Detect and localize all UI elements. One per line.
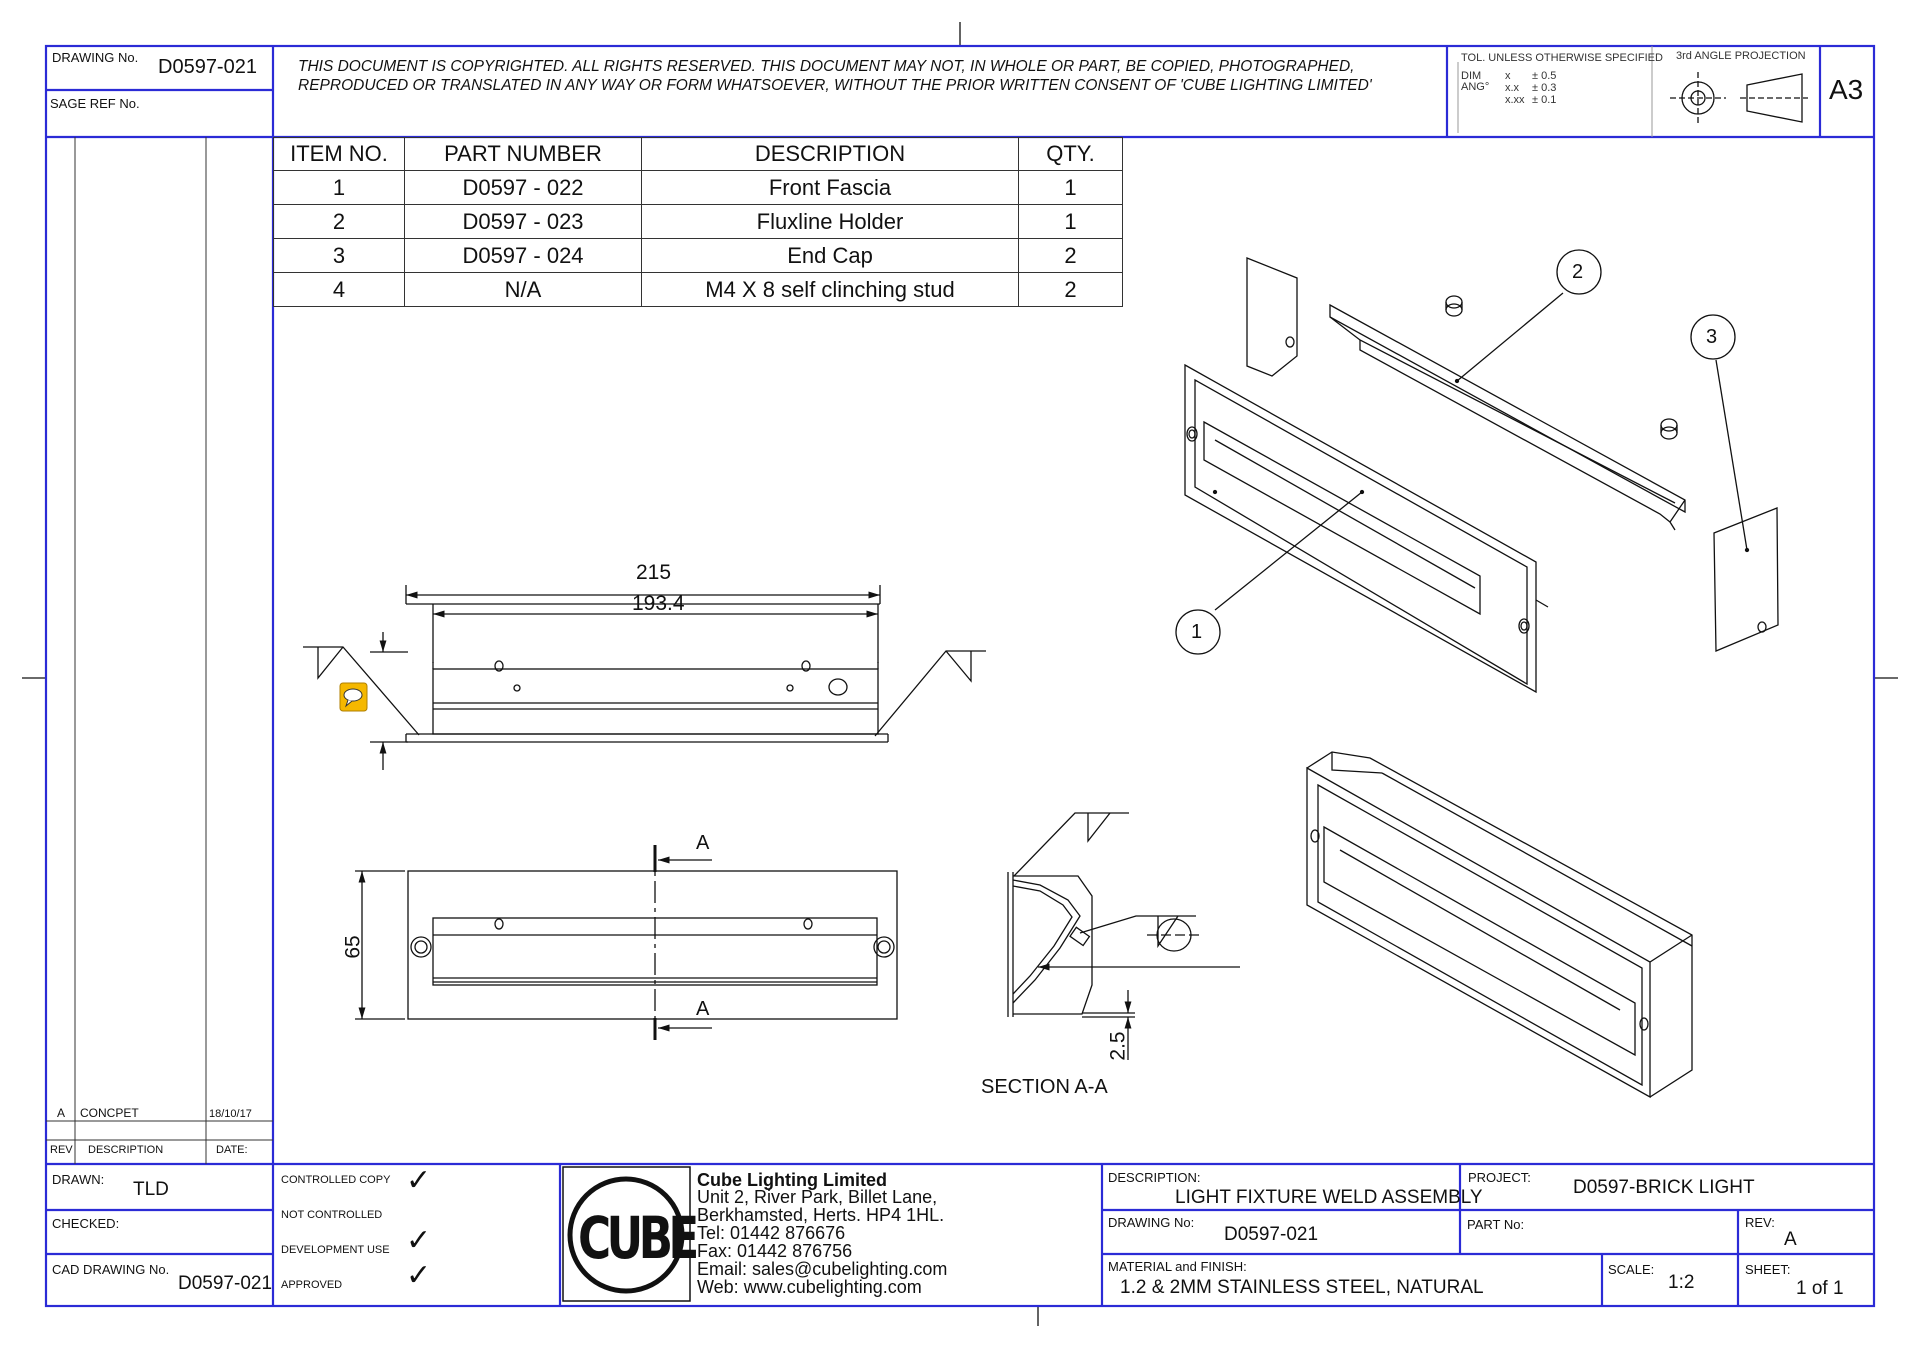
drawn-by: TLD xyxy=(133,1179,169,1200)
company-address-2: Berkhamsted, Herts. HP4 1HL. xyxy=(697,1205,945,1225)
company-name: Cube Lighting Limited xyxy=(697,1170,887,1190)
revision-letter: A xyxy=(57,1106,66,1120)
bom-row xyxy=(274,239,1123,273)
assembled-view xyxy=(1307,752,1692,1097)
drawing-no-footer-value: D0597-021 xyxy=(1224,1224,1319,1245)
tolerance-x-value: ± 0.5 xyxy=(1532,70,1557,82)
bom-cell: M4 X 8 self clinching stud xyxy=(642,273,1019,307)
bom-header-qty: QTY. xyxy=(1019,138,1123,171)
bom-header-description: DESCRIPTION xyxy=(642,138,1019,171)
scale-value: 1:2 xyxy=(1668,1272,1695,1293)
tolerance-dim: DIM xyxy=(1461,70,1482,82)
projection-label: 3rd ANGLE PROJECTION xyxy=(1676,50,1806,62)
bom-row xyxy=(274,205,1123,239)
bom-cell: N/A xyxy=(405,273,642,307)
sage-ref-label: SAGE REF No. xyxy=(50,96,140,111)
bom-cell: Front Fascia xyxy=(642,171,1019,205)
revision-date-label: DATE: xyxy=(216,1144,248,1156)
approved-label: APPROVED xyxy=(281,1279,343,1291)
balloon-2: 2 xyxy=(1572,261,1584,283)
bom-cell: End Cap xyxy=(642,239,1019,273)
section-view xyxy=(1008,813,1240,1060)
bom-cell: 1 xyxy=(274,171,405,205)
drawing-no-label: DRAWING No. xyxy=(52,50,139,65)
bom-row xyxy=(274,171,1123,205)
development-use-label: DEVELOPMENT USE xyxy=(281,1244,390,1256)
copyright-line-2: REPRODUCED OR TRANSLATED IN ANY WAY OR FORM WHATSOEVER, WITHOUT THE PRIOR WRITTEN CONSENT OF 'CUBE LIGHTING LIMITED' xyxy=(298,77,1372,94)
balloon-1: 1 xyxy=(1191,621,1203,643)
projection-symbol-icon xyxy=(1670,72,1808,124)
bill-of-materials xyxy=(273,137,1123,307)
description-value: LIGHT FIXTURE WELD ASSEMBLY xyxy=(1175,1187,1483,1208)
revision-description: CONCPET xyxy=(80,1106,139,1120)
dimension-overall-length: 215 xyxy=(636,561,672,584)
cad-drawing-no: D0597-021 xyxy=(178,1273,273,1294)
revision-description-label: DESCRIPTION xyxy=(88,1144,164,1156)
bom-header-item: ITEM NO. xyxy=(274,138,405,171)
tolerance-x: x xyxy=(1505,70,1511,82)
rev-value: A xyxy=(1784,1229,1797,1250)
drawing-no-footer-label: DRAWING No: xyxy=(1108,1215,1195,1230)
company-address-1: Unit 2, River Park, Billet Lane, xyxy=(697,1187,938,1207)
scale-label: SCALE: xyxy=(1608,1262,1655,1277)
material-value: 1.2 & 2MM STAINLESS STEEL, NATURAL xyxy=(1120,1277,1484,1298)
part-no-label: PART No: xyxy=(1467,1217,1525,1232)
approved-check-icon: ✓ xyxy=(406,1259,432,1292)
project-value: D0597-BRICK LIGHT xyxy=(1573,1177,1755,1198)
bom-cell: 1 xyxy=(1019,171,1123,205)
not-controlled-label: NOT CONTROLLED xyxy=(281,1209,383,1221)
company-fax: Fax: 01442 876756 xyxy=(697,1241,853,1261)
plan-view xyxy=(355,845,897,1040)
project-label: PROJECT: xyxy=(1468,1170,1531,1185)
company-logo: CUBE xyxy=(578,1204,695,1272)
section-marker-top: A xyxy=(696,832,710,854)
bom-header-part: PART NUMBER xyxy=(405,138,642,171)
bom-header-row xyxy=(274,138,1123,171)
bom-cell: 2 xyxy=(274,205,405,239)
end-cap-left xyxy=(1247,258,1297,376)
bom-cell: 2 xyxy=(1019,239,1123,273)
bom-cell: D0597 - 022 xyxy=(405,171,642,205)
rev-label: REV: xyxy=(1745,1215,1775,1230)
material-label: MATERIAL and FINISH: xyxy=(1108,1259,1247,1274)
bom-row xyxy=(274,273,1123,307)
bom-cell: 4 xyxy=(274,273,405,307)
revision-rev-label: REV xyxy=(50,1144,73,1156)
revision-date: 18/10/17 xyxy=(209,1108,252,1120)
controlled-copy-label: CONTROLLED COPY xyxy=(281,1174,391,1186)
bom-cell: Fluxline Holder xyxy=(642,205,1019,239)
exploded-view xyxy=(1176,250,1778,692)
bom-cell: D0597 - 023 xyxy=(405,205,642,239)
bom-cell: 1 xyxy=(1019,205,1123,239)
tolerance-label: TOL. UNLESS OTHERWISE SPECIFIED xyxy=(1461,52,1663,64)
tolerance-xx: x.x xyxy=(1505,82,1520,94)
controlled-check-icon: ✓ xyxy=(406,1164,432,1197)
copyright-line-1: THIS DOCUMENT IS COPYRIGHTED. ALL RIGHTS RESERVED. THIS DOCUMENT MAY NOT, IN WHOLE OR PART, BE COPIED, PHOTOGRAPHED, xyxy=(298,58,1355,75)
cad-drawing-label: CAD DRAWING No. xyxy=(52,1262,170,1277)
company-tel: Tel: 01442 876676 xyxy=(697,1223,846,1243)
development-check-icon: ✓ xyxy=(406,1224,432,1257)
drawing-no: D0597-021 xyxy=(158,56,257,78)
section-marker-bottom: A xyxy=(696,998,710,1020)
company-web: Web: www.cubelighting.com xyxy=(697,1277,922,1297)
comment-icon xyxy=(340,683,367,711)
dimension-inner-length: 193.4 xyxy=(632,592,685,615)
sheet-label: SHEET: xyxy=(1745,1262,1791,1277)
section-label: SECTION A-A xyxy=(981,1076,1108,1098)
checked-label: CHECKED: xyxy=(52,1216,120,1231)
end-cap-right xyxy=(1714,508,1778,651)
drawn-label: DRAWN: xyxy=(52,1172,105,1187)
tolerance-xx-value: ± 0.3 xyxy=(1532,82,1557,94)
description-label: DESCRIPTION: xyxy=(1108,1170,1201,1185)
company-email: Email: sales@cubelighting.com xyxy=(697,1259,948,1279)
balloon-3: 3 xyxy=(1706,326,1718,348)
dimension-height: 65 xyxy=(341,935,365,959)
bom-cell: 2 xyxy=(1019,273,1123,307)
tolerance-xxx: x.xx xyxy=(1505,94,1525,106)
dimension-lip: 2.5 xyxy=(1106,1031,1130,1061)
tolerance-ang: ANG° xyxy=(1461,81,1490,93)
bom-cell: 3 xyxy=(274,239,405,273)
bom-cell: D0597 - 024 xyxy=(405,239,642,273)
sheet-value: 1 of 1 xyxy=(1796,1278,1844,1299)
sheet-size: A3 xyxy=(1829,74,1864,105)
tolerance-xxx-value: ± 0.1 xyxy=(1532,94,1557,106)
